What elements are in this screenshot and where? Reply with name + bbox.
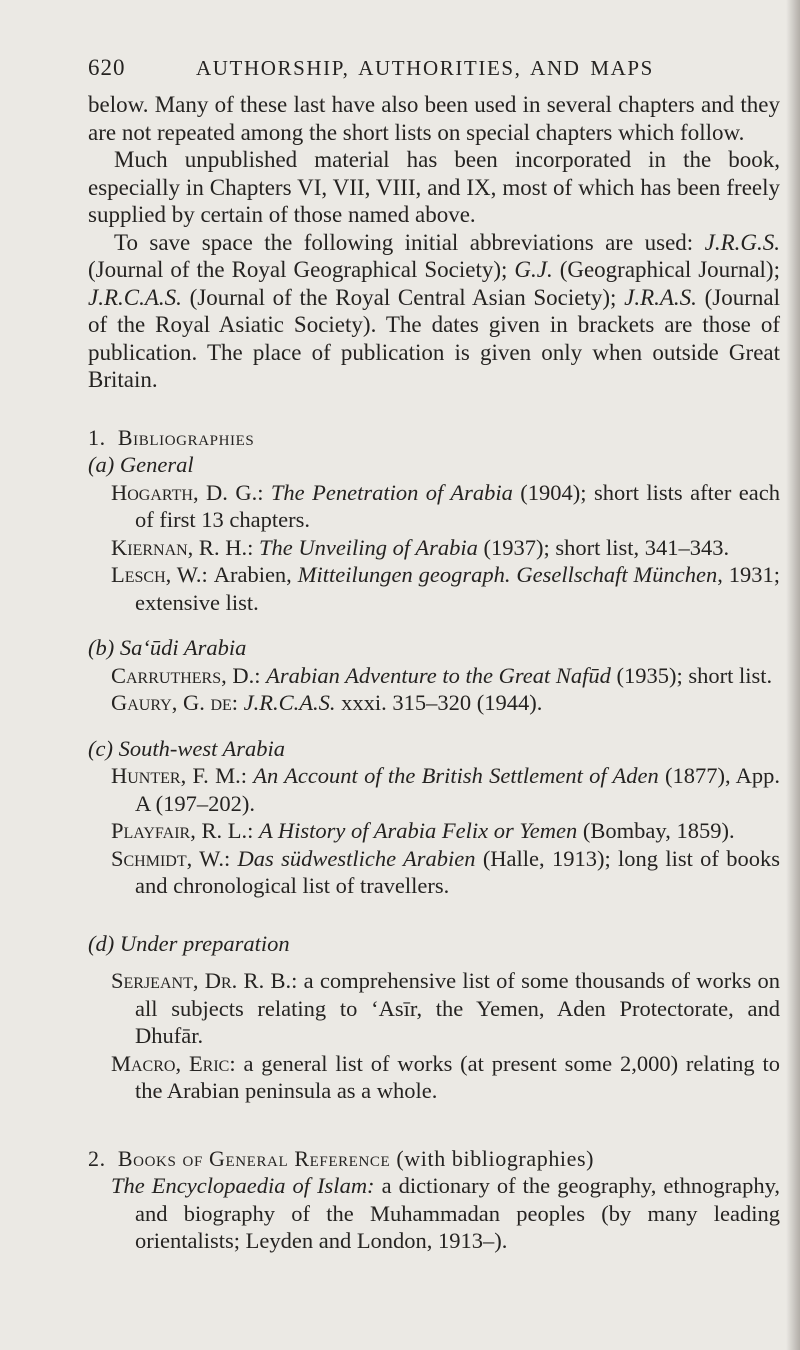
subheading-under-preparation: (d) Under preparation [88,930,290,956]
abbrev-jras: J.R.A.S. [624,284,697,310]
page-header [88,55,780,91]
running-title: AUTHORSHIP, AUTHORITIES, AND MAPS [196,56,654,80]
book-page [88,55,780,1255]
abbrev-jrcas: J.R.C.A.S. [88,284,182,310]
bib-entry-serjeant: Serjeant, Dr. R. B.: a comprehensive list of some thousands of works on all subjects relating to ‘Asīr, the Yemen, Aden Protectorate, and Dhufār. [111,968,781,1048]
bib-entry-playfair: Playfair, R. L.: A History of Arabia Felix or Yemen (Bombay, 1859). [111,818,735,843]
bib-entry-macro: Macro, Eric: a general list of works (at present some 2,000) relating to the Arabian peninsula as a whole. [111,1050,780,1103]
bib-entry-encyclopaedia-of-islam: The Encyclopaedia of Islam: a dictionary of the geography, ethnography, and biography of the Muhammadan peoples (by many leading orientalists; Leyden and London, 1913–). [111,1173,780,1253]
bib-entry-gaury: Gaury, G. de: J.R.C.A.S. xxxi. 315–320 (1944). [111,690,543,715]
section-heading-books-of-reference: 2. Books of General Reference (with bibliographies) [88,1145,595,1171]
bib-entry-carruthers: Carruthers, D.: Arabian Adventure to the Great Nafūd (1935); short list. [111,662,773,688]
bib-entry-kiernan: Kiernan, R. H.: The Unveiling of Arabia (1937); short list, 341–343. [111,534,730,560]
intro-paragraph-1: below. Many of these last have also been used in several chapters and they are not repeated among the short lists on special chapters which follow. [88,92,780,145]
bib-entry-hunter: Hunter, F. M.: An Account of the British Settlement of Aden (1877), App. A (197–202). [111,763,781,816]
abbrev-jrgs: J.R.G.S. [704,229,780,255]
abbrev-gj: G.J. [514,257,553,282]
section-heading-bibliographies: 1. Bibliographies [88,424,255,450]
bib-entry-hogarth: Hogarth, D. G.: The Penetration of Arabia (1904); short lists after each of first 13 chapters. [111,479,781,532]
subheading-south-west-arabia: (c) South-west Arabia [88,735,286,761]
bib-entry-schmidt: Schmidt, W.: Das südwestliche Arabien (Halle, 1913); long list of books and chronological list of travellers. [111,845,780,898]
abbreviations-paragraph: To save space the following initial abbreviations are used: J.R.G.S. (Journal of the Royal Geographical Society); G.J. (Geographical Journal); J.R.C.A.S. (Journal of the Royal Central Asian Society); J.R.A.S. (Journal of the Royal Asiatic Society). The dates given in brackets are those of publication. The place of publication is given only when outside Great Britain. [88,229,780,392]
page-number: 620 [88,55,126,80]
page-edge-shadow [786,0,800,1350]
intro-paragraph-2: Much unpublished material has been incorporated in the book, especially in Chapters VI, VII, VIII, and IX, most of which has been freely supplied by certain of those named above. [88,147,780,227]
subheading-saudi-arabia: (b) Sa‘ūdi Arabia [88,635,247,660]
bib-entry-lesch: Lesch, W.: Arabien, Mitteilungen geograph. Gesellschaft München, 1931; extensive list. [111,562,780,615]
subheading-general: (a) General [88,452,194,477]
